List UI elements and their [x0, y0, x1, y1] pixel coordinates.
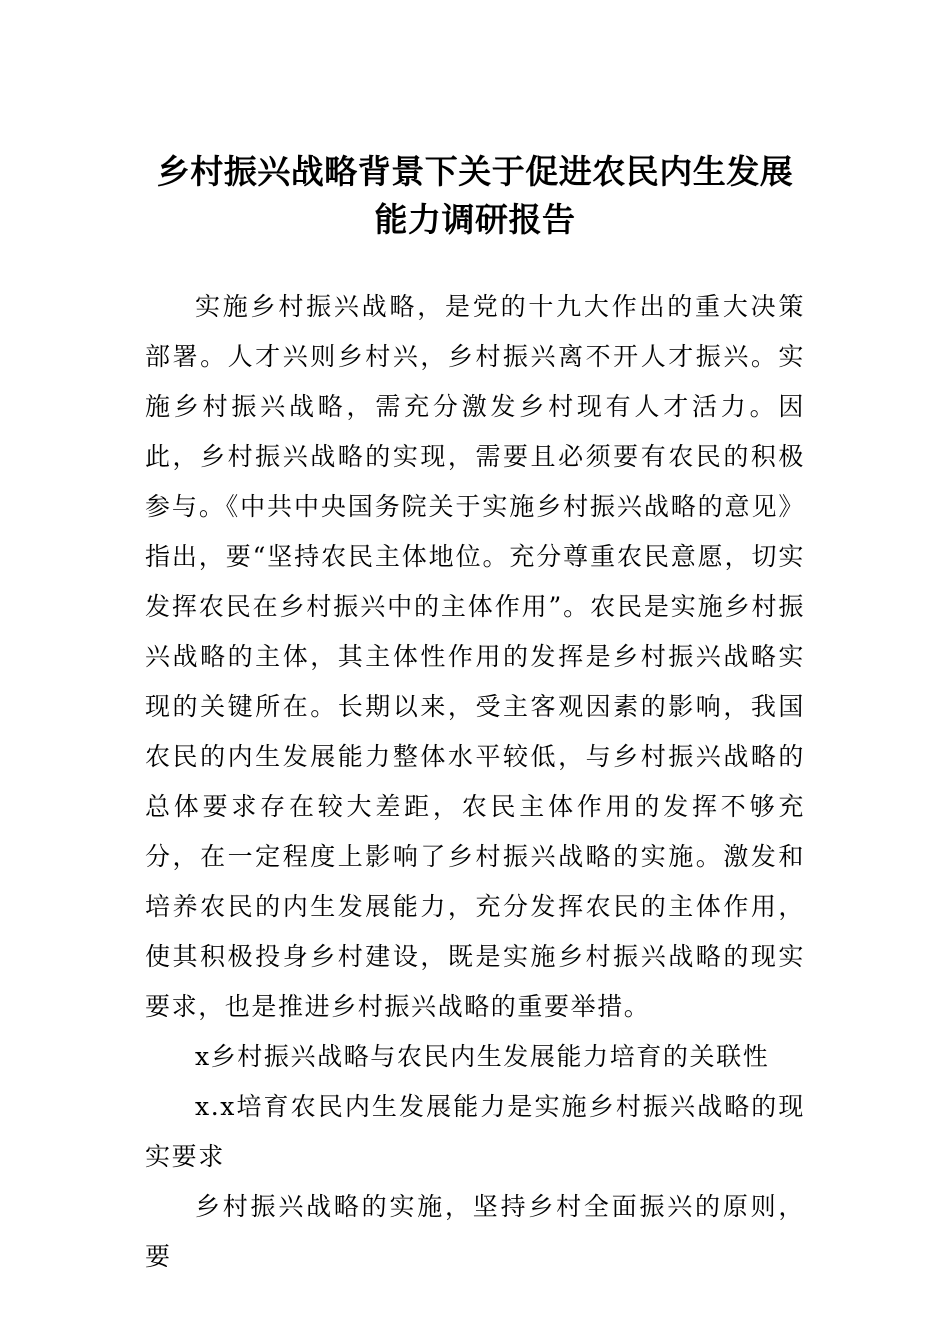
section-heading: x乡村振兴战略与农民内生发展能力培育的关联性 — [195, 1042, 770, 1071]
document-body — [145, 282, 805, 1282]
document-title: 乡村振兴战略背景下关于促进农民内生发展能力调研报告 — [156, 152, 794, 239]
subsection-heading: x.x培育农民内生发展能力是实施乡村振兴战略的现实要求 — [145, 1092, 805, 1171]
paragraph-intro: 实施乡村振兴战略，是党的十九大作出的重大决策部署。人才兴则乡村兴，乡村振兴离不开人才振兴。实施乡村振兴战略，需充分激发乡村现有人才活力。因此，乡村振兴战略的实现，需要且必须要有农民的积极参与。《中共中央国务院关于实施乡村振兴战略的意见》指出，要“坚持农民主体地位。充分尊重农民意愿，切实发挥农民在乡村振兴中的主体作用”。农民是实施乡村振兴战略的主体，其主体性作用的发挥是乡村振兴战略实现的关键所在。长期以来，受主客观因素的影响，我国农民的内生发展能力整体水平较低，与乡村振兴战略的总体要求存在较大差距，农民主体作用的发挥不够充分，在一定程度上影响了乡村振兴战略的实施。激发和培养农民的内生发展能力，充分发挥农民的主体作用，使其积极投身乡村建设，既是实施乡村振兴战略的现实要求，也是推进乡村振兴战略的重要举措。 — [145, 292, 805, 1021]
paragraph-continued: 乡村振兴战略的实施，坚持乡村全面振兴的原则，要 — [145, 1192, 805, 1271]
